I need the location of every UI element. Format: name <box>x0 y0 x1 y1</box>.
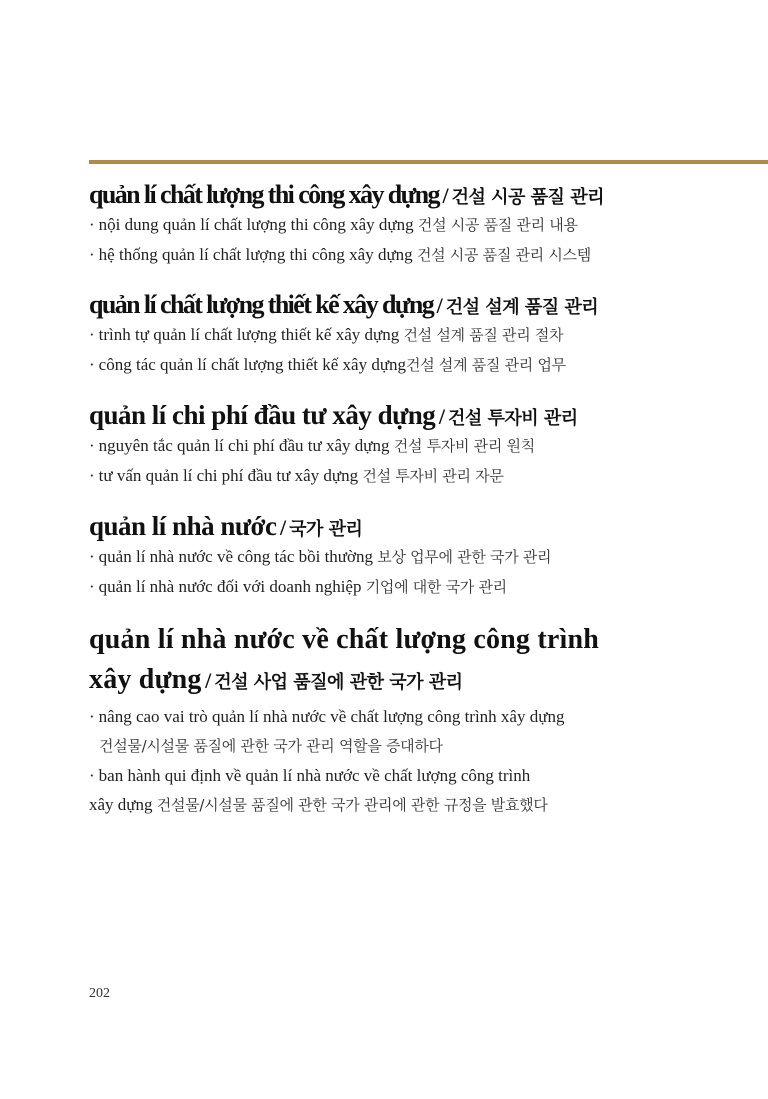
example-korean: 건설 투자비 관리 원칙 <box>393 437 535 455</box>
example-korean: 건설 투자비 관리 자문 <box>362 467 504 485</box>
page-number: 202 <box>89 986 110 1001</box>
dictionary-entry <box>89 180 749 270</box>
example-line <box>89 761 749 790</box>
bullet: · <box>89 577 95 596</box>
separator: / <box>442 183 449 208</box>
headword-vietnamese: quản lí chi phí đầu tư xây dựng <box>89 400 436 430</box>
bullet: · <box>89 707 95 726</box>
example-korean: 건설물/시설물 품질에 관한 국가 관리 역할을 증대하다 <box>99 737 443 755</box>
entry-headword <box>89 180 749 210</box>
separator: / <box>205 668 211 693</box>
headword-vietnamese-line2: xây dựng <box>89 664 202 695</box>
example-korean: 건설 설계 품질 관리 업무 <box>406 356 566 374</box>
example-korean: 건설물/시설물 품질에 관한 국가 관리에 관한 규정을 발효했다 <box>156 796 548 814</box>
example-vietnamese: quản lí nhà nước đối với doanh nghiệp <box>98 577 362 596</box>
example-line <box>89 702 749 731</box>
headword-korean: 국가 관리 <box>289 519 363 540</box>
example-vietnamese: nguyên tắc quản lí chi phí đầu tư xây dựng <box>98 436 390 455</box>
top-rule <box>89 160 768 164</box>
example-line-continued <box>89 731 749 761</box>
entry-headword <box>89 622 749 702</box>
headword-vietnamese: quản lí chất lượng thi công xây dựng <box>89 180 439 209</box>
example-vietnamese: trình tự quản lí chất lượng thiết kế xây dựng <box>98 325 400 344</box>
example-vietnamese: hệ thống quản lí chất lượng thi công xây dựng <box>98 245 413 264</box>
bullet: · <box>89 215 95 234</box>
headword-korean: 건설 시공 품질 관리 <box>451 187 604 208</box>
example-line <box>89 461 749 491</box>
dictionary-entry <box>89 622 749 820</box>
example-line <box>89 572 749 602</box>
example-korean: 건설 시공 품질 관리 내용 <box>417 216 578 234</box>
headword-korean: 건설 사업 품질에 관한 국가 관리 <box>214 672 463 693</box>
example-vietnamese: công tác quản lí chất lượng thiết kế xây dựng <box>98 355 407 374</box>
example-vietnamese: nâng cao vai trò quản lí nhà nước về chất lượng công trình xây dựng <box>98 707 565 726</box>
example-vietnamese: nội dung quản lí chất lượng thi công xây dựng <box>98 215 414 234</box>
bullet: · <box>89 466 95 485</box>
separator: / <box>438 404 445 429</box>
headword-vietnamese-line1: quản lí nhà nước về chất lượng công trình <box>89 624 600 655</box>
bullet: · <box>89 355 95 374</box>
bullet: · <box>89 325 95 344</box>
example-line <box>89 542 749 572</box>
dictionary-entry <box>89 511 749 602</box>
example-line <box>89 350 749 380</box>
example-korean: 건설 설계 품질 관리 절차 <box>403 326 564 344</box>
headword-korean: 건설 투자비 관리 <box>447 408 578 429</box>
example-line <box>89 431 749 461</box>
example-vietnamese: xây dựng <box>89 795 153 814</box>
example-line-continued <box>89 790 749 820</box>
headword-vietnamese: quản lí nhà nước <box>89 511 277 541</box>
example-korean: 보상 업무에 관한 국가 관리 <box>377 548 552 566</box>
example-korean: 기업에 대한 국가 관리 <box>365 578 507 596</box>
dictionary-content <box>89 180 749 840</box>
entry-headword <box>89 400 749 431</box>
example-line <box>89 320 749 350</box>
entry-headword <box>89 290 749 320</box>
separator: / <box>280 515 286 540</box>
bullet: · <box>89 547 95 566</box>
dictionary-entry <box>89 290 749 380</box>
example-korean: 건설 시공 품질 관리 시스템 <box>416 246 591 264</box>
example-vietnamese: ban hành qui định về quản lí nhà nước về chất lượng công trình <box>98 766 531 785</box>
example-line <box>89 240 749 270</box>
bullet: · <box>89 766 95 785</box>
dictionary-entry <box>89 400 749 491</box>
example-vietnamese: quản lí nhà nước về công tác bồi thường <box>98 547 374 566</box>
headword-vietnamese: quản lí chất lượng thiết kế xây dựng <box>89 290 434 319</box>
headword-korean: 건설 설계 품질 관리 <box>445 297 599 318</box>
entry-headword <box>89 511 749 542</box>
bullet: · <box>89 436 95 455</box>
separator: / <box>436 293 443 318</box>
bullet: · <box>89 245 95 264</box>
example-line <box>89 210 749 240</box>
example-vietnamese: tư vấn quản lí chi phí đầu tư xây dựng <box>98 466 359 485</box>
